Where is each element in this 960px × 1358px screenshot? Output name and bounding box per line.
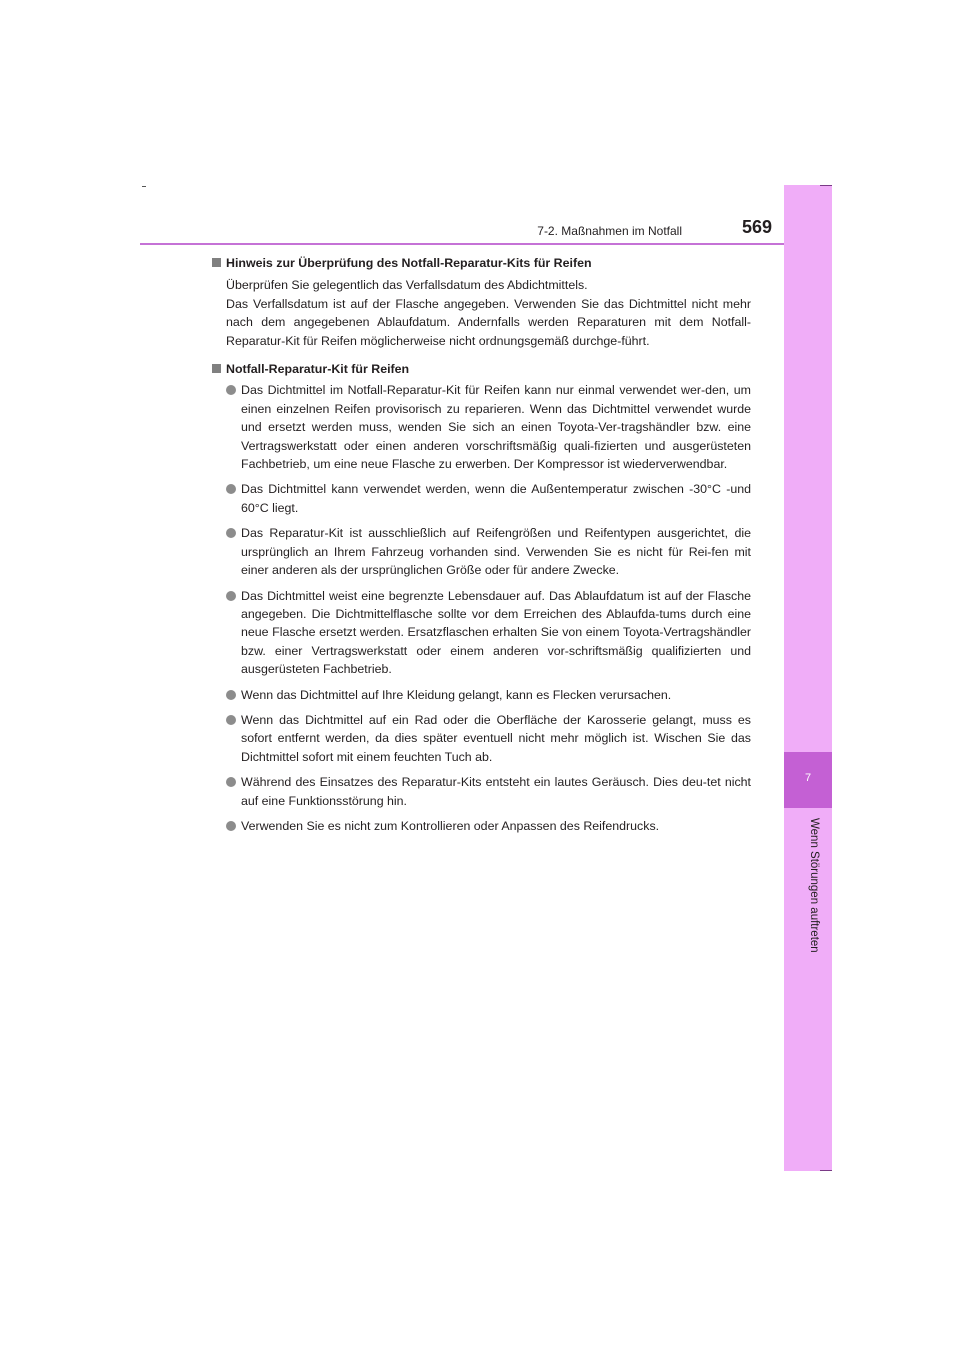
circle-bullet-icon xyxy=(226,821,236,831)
circle-bullet-icon xyxy=(226,528,236,538)
bullet-list xyxy=(209,381,751,835)
section-title: Hinweis zur Überprüfung des Notfall-Reparatur-Kits für Reifen xyxy=(226,256,592,270)
list-item: Das Reparatur-Kit ist ausschließlich auf Reifengrößen und Reifentypen ausgerichtet, die ursprünglich an Ihrem Fahrzeug vorhanden sind. Verwenden Sie es nicht für Rei-fen mit einer anderen als der ursprünglichen Größe oder für andere Zwecke. xyxy=(209,524,751,579)
list-item: Während des Einsatzes des Reparatur-Kits entsteht ein lautes Geräusch. Dies deu-tet nicht auf eine Funktionsstörung hin. xyxy=(209,773,751,810)
list-item: Das Dichtmittel weist eine begrenzte Lebensdauer auf. Das Ablaufdatum ist auf der Flasche angegeben. Die Dichtmittelflasche sollte vor dem Erreichen des Ablaufda-tums durch eine neue Flasche ersetzt werden. Ersatzflaschen erhalten Sie von einem Toyota-Vertragshändler bzw. einer Vertragswerkstatt oder einem anderen vor-schriftsmäßig qualifizierten und ausgerüsteten Fachbetrieb. xyxy=(209,587,751,679)
list-item: Wenn das Dichtmittel auf Ihre Kleidung gelangt, kann es Flecken verursachen. xyxy=(209,686,751,704)
side-tab-bottom-tick xyxy=(820,1170,832,1171)
circle-bullet-icon xyxy=(226,484,236,494)
circle-bullet-icon xyxy=(226,591,236,601)
side-tab-top-tick xyxy=(820,185,832,186)
square-bullet-icon xyxy=(212,258,221,267)
chapter-number: 7 xyxy=(804,772,812,784)
circle-bullet-icon xyxy=(226,690,236,700)
list-item: Das Dichtmittel kann verwendet werden, wenn die Außentemperatur zwischen -30°C -und 60°C liegt. xyxy=(209,480,751,517)
header-divider xyxy=(140,243,832,245)
section-repair-kit xyxy=(209,360,751,835)
page-header xyxy=(140,216,832,246)
section-body: Überprüfen Sie gelegentlich das Verfallsdatum des Abdichtmittels. Das Verfallsdatum ist auf der Flasche angegeben. Verwenden Sie das Dichtmittel nicht mehr nach dem angegebenen Ablaufdatum. Andernfalls werden Reparaturen mit dem Notfall-Reparatur-Kit für Reifen möglicherweise nicht ordnungsgemäß durchge-führt. xyxy=(226,278,751,348)
section-title: Notfall-Reparatur-Kit für Reifen xyxy=(226,362,410,377)
square-bullet-icon xyxy=(212,364,221,373)
header-section-title: 7-2. Maßnahmen im Notfall xyxy=(537,224,682,238)
chapter-number-box xyxy=(784,752,832,808)
list-item: Wenn das Dichtmittel auf ein Rad oder die Oberfläche der Karosserie gelangt, muss es sofort entfernt werden, da dies später eventuell nicht mehr möglich ist. Wischen Sie das Dichtmittel sofort mit einem feuchten Tuch ab. xyxy=(209,711,751,766)
crop-mark xyxy=(142,186,146,187)
section-kit-check xyxy=(209,254,751,350)
page-content xyxy=(209,254,751,845)
section-heading xyxy=(209,360,751,378)
circle-bullet-icon xyxy=(226,777,236,787)
circle-bullet-icon xyxy=(226,385,236,395)
list-item: Das Dichtmittel im Notfall-Reparatur-Kit für Reifen kann nur einmal verwendet wer-den, um einen einzelnen Reifen provisorisch zu reparieren. Wenn das Dichtmittel verwendet wurde und ersetzt werden muss, wenden Sie sich an einen Toyota-Ver-tragshändler bzw. eine Vertragswerkstatt oder einen anderen vorschriftsmäßig quali-fizierten und ausgerüsteten Fachbetrieb, um eine neue Flasche zu erwerben. Der Kompressor ist wiederverwendbar. xyxy=(209,381,751,473)
chapter-title: Wenn Störungen auftreten xyxy=(808,818,820,953)
list-item: Verwenden Sie es nicht zum Kontrollieren oder Anpassen des Reifendrucks. xyxy=(209,817,751,835)
circle-bullet-icon xyxy=(226,715,236,725)
chapter-side-tab xyxy=(784,185,832,1171)
section-heading xyxy=(209,254,751,272)
page-number: 569 xyxy=(741,217,772,237)
